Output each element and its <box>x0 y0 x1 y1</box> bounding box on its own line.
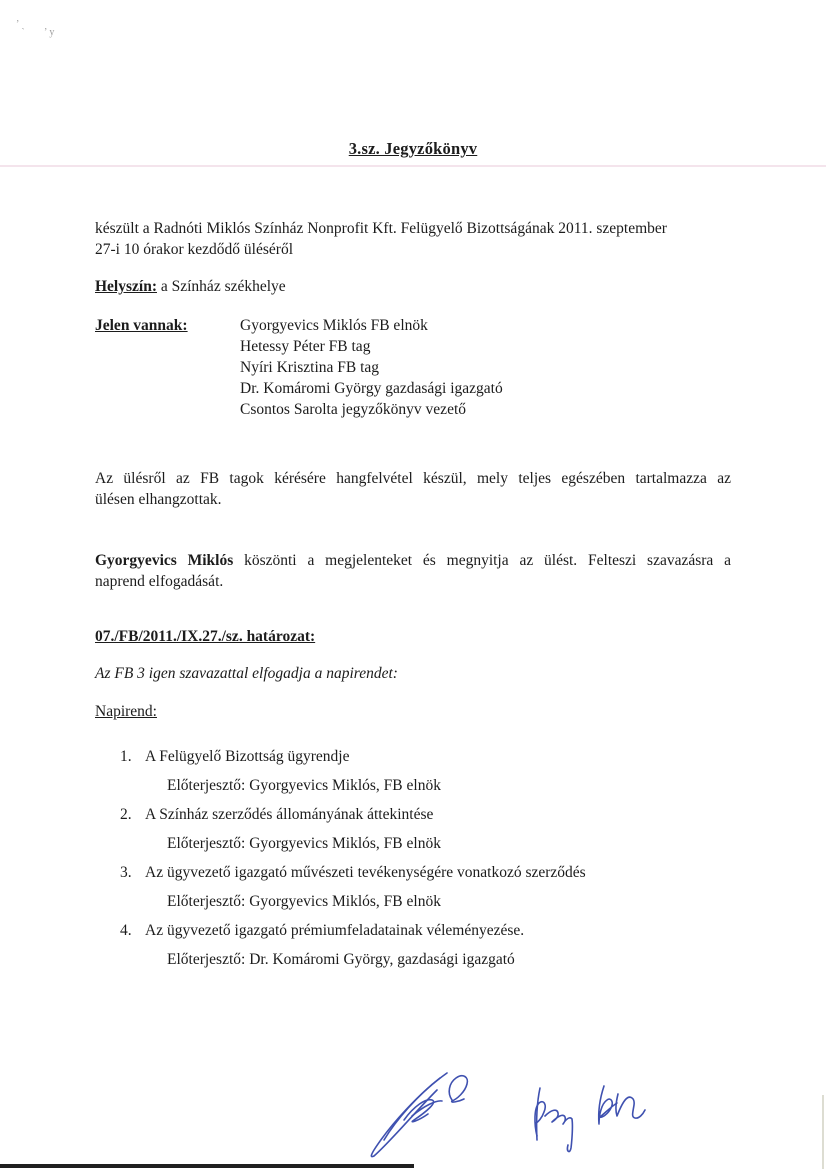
agenda-item-presenter: Előterjesztő: Gyorgyevics Miklós, FB elnök <box>167 835 441 852</box>
opening-line-2: naprend elfogadását. <box>95 573 224 590</box>
agenda-item-title: Az ügyvezető igazgató prémiumfeladatainak véleményezése. <box>145 922 525 939</box>
attendee-row <box>95 399 731 420</box>
agenda-item <box>95 916 731 974</box>
attendee-row <box>95 378 731 399</box>
attendee-name: Csontos Sarolta jegyzőkönyv vezető <box>240 401 466 418</box>
resolution-body: Az FB 3 igen szavazattal elfogadja a napirendet: <box>95 665 398 682</box>
signature-right <box>535 1086 645 1152</box>
attendees-label: Jelen vannak: <box>95 317 188 334</box>
recording-note-line-2: ülésen elhangzottak. <box>95 491 222 508</box>
attendee-row <box>95 315 731 336</box>
agenda-item-presenter: Előterjesztő: Gyorgyevics Miklós, FB elnök <box>167 777 441 794</box>
scan-speck-right: ʼy <box>44 27 57 38</box>
attendee-name: Nyíri Krisztina FB tag <box>240 359 380 376</box>
attendees-block <box>95 315 731 420</box>
opening-line-1-rest: köszönti a megjelenteket és megnyitja az ülést. Felteszi szavazásra a <box>233 552 732 569</box>
attendee-row <box>95 336 731 357</box>
location-value: a Színház székhelye <box>157 278 286 295</box>
scan-speck-left: ʼˏ <box>16 19 27 30</box>
signature-left <box>371 1073 467 1157</box>
attendee-row <box>95 357 731 378</box>
agenda-item <box>95 800 731 858</box>
agenda-heading: Napirend: <box>95 703 157 720</box>
resolution-heading: 07./FB/2011./IX.27./sz. határozat: <box>95 628 316 645</box>
agenda-item-title: A Felügyelő Bizottság ügyrendje <box>145 748 350 765</box>
signatures-area <box>340 1055 660 1165</box>
recording-note-line-1: Az ülésről az FB tagok kérésére hangfelvétel készül, mely teljes egészében tartalmazza az <box>95 470 731 487</box>
agenda-item-title: A Színház szerződés állományának áttekintése <box>145 806 434 823</box>
location-line <box>95 276 731 297</box>
opening-paragraph <box>95 550 731 592</box>
agenda-item-number: 4. <box>120 922 132 939</box>
attendee-name: Dr. Komáromi György gazdasági igazgató <box>240 380 503 397</box>
agenda-item-presenter: Előterjesztő: Dr. Komáromi György, gazdasági igazgató <box>167 951 515 968</box>
agenda-item <box>95 742 731 800</box>
agenda-item <box>95 858 731 916</box>
scan-edge-artifact-right <box>822 1095 824 1169</box>
document-title: 3.sz. Jegyzőkönyv <box>348 139 478 158</box>
agenda-item-number: 2. <box>120 806 132 823</box>
agenda-item-number: 3. <box>120 864 132 881</box>
agenda-list <box>95 742 731 974</box>
scan-line-artifact <box>0 165 826 167</box>
intro-paragraph <box>95 218 731 260</box>
agenda-item-number: 1. <box>120 748 132 765</box>
agenda-item-presenter: Előterjesztő: Gyorgyevics Miklós, FB elnök <box>167 893 441 910</box>
agenda-item-title: Az ügyvezető igazgató művészeti tevékenységére vonatkozó szerződés <box>145 864 586 881</box>
opening-line-1 <box>95 550 731 571</box>
attendee-name: Hetessy Péter FB tag <box>240 338 371 355</box>
scan-edge-artifact-bottom <box>0 1164 414 1168</box>
speaker-name: Gyorgyevics Miklós <box>95 552 234 569</box>
location-label: Helyszín: <box>95 278 157 295</box>
intro-line-2: 27-i 10 órakor kezdődő üléséről <box>95 241 293 258</box>
attendee-name: Gyorgyevics Miklós FB elnök <box>240 317 428 334</box>
recording-note-paragraph <box>95 468 731 510</box>
intro-line-1: készült a Radnóti Miklós Színház Nonprofit Kft. Felügyelő Bizottságának 2011. szeptember <box>95 220 667 237</box>
